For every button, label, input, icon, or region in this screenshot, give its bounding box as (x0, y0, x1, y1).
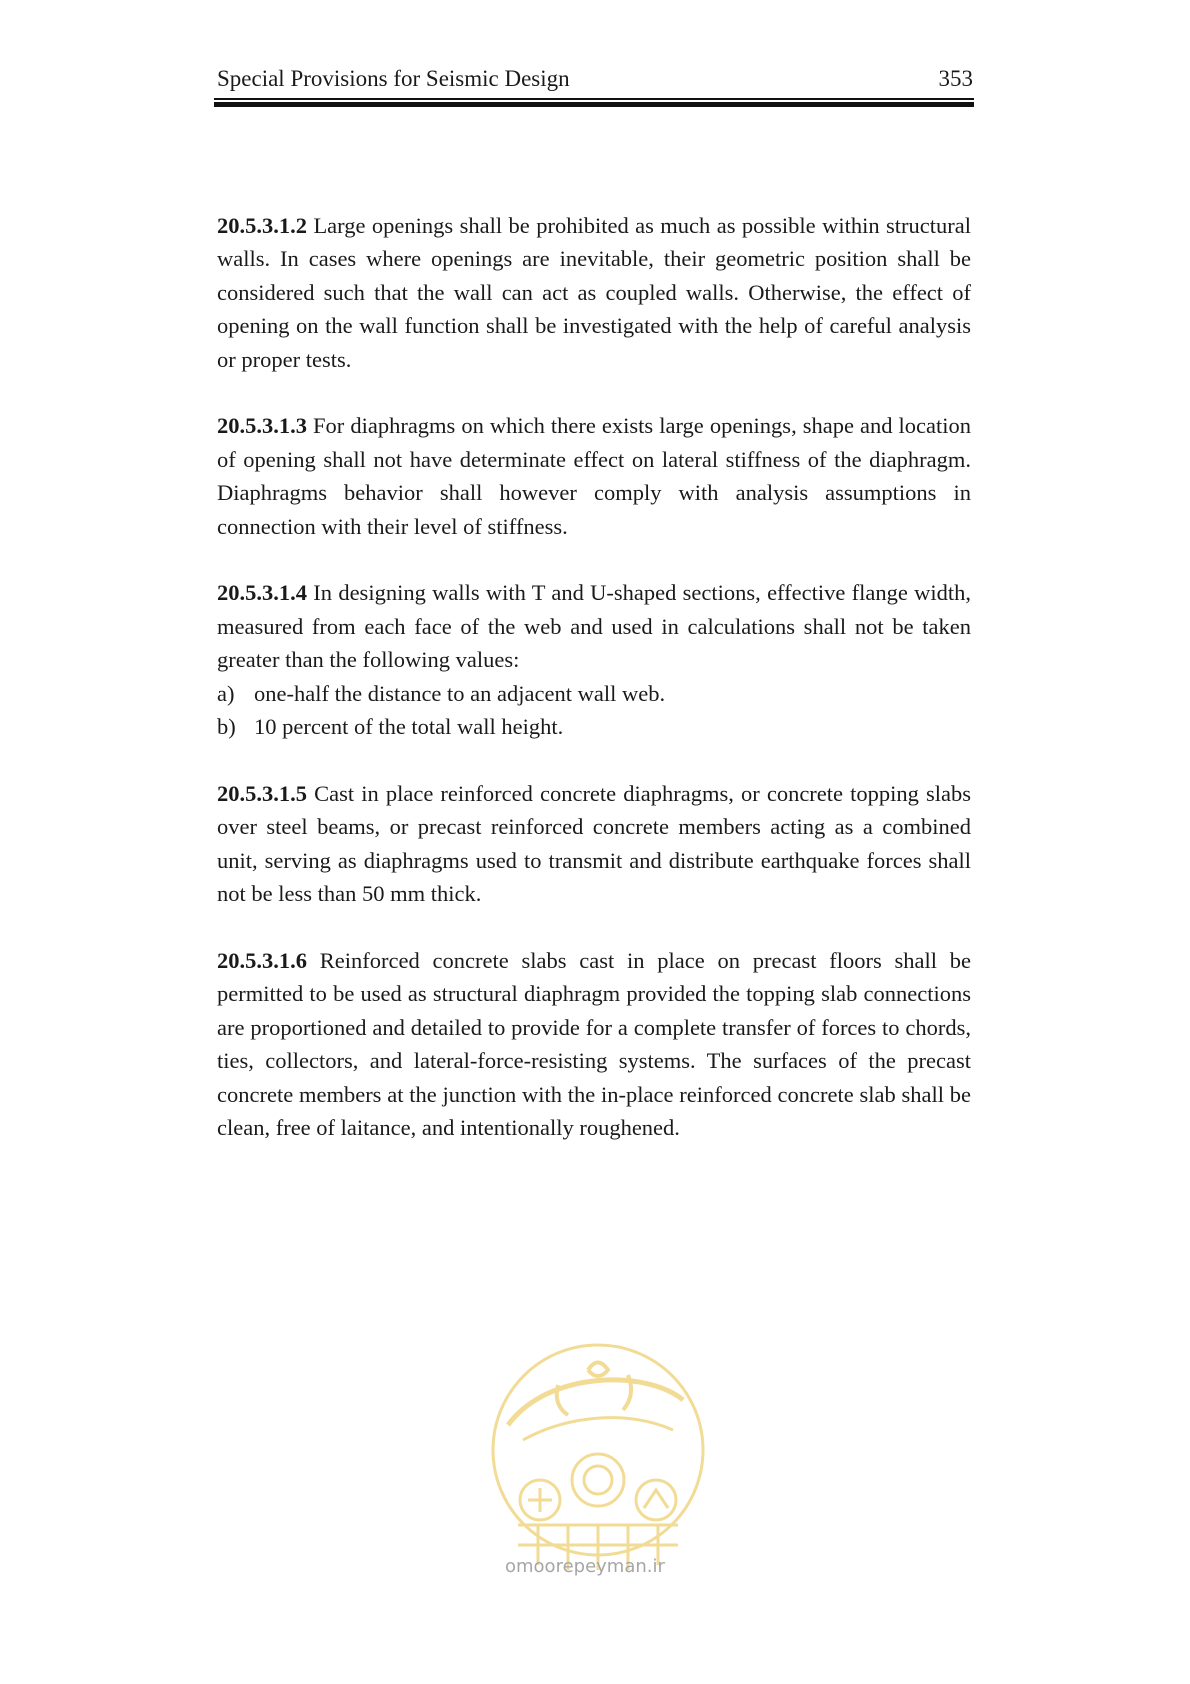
paragraph-text: In designing walls with T and U-shaped sections, effective flange width, measured from each face of the web and used in calculations shall not be taken greater than the following values: (217, 580, 972, 673)
paragraph-20-5-3-1-3 (217, 409, 971, 543)
page-header (217, 64, 973, 94)
paragraph-text: Cast in place reinforced concrete diaphragms, or concrete topping slabs over steel beams, or precast reinforced concrete members acting as a combined unit, serving as diaphragms used to transmit and distribute earthquake forces shall not be less than 50 mm thick. (217, 780, 972, 907)
paragraph-20-5-3-1-2 (217, 209, 971, 376)
paragraph-20-5-3-1-4 (217, 576, 971, 743)
list-item (217, 677, 971, 710)
body-content (217, 209, 971, 1178)
list-marker: b) (217, 714, 236, 740)
paragraph-20-5-3-1-6 (217, 944, 971, 1144)
paragraph-number: 20.5.3.1.6 (217, 947, 307, 973)
list-item (217, 710, 971, 743)
paragraph-20-5-3-1-5 (217, 777, 971, 911)
paragraph-text: For diaphragms on which there exists large openings, shape and location of opening shall not have determinate effect on lateral stiffness of the diaphragm. Diaphragms behavior shall however comply with analysis assumptions in connection with their level of stiffness. (217, 413, 972, 539)
paragraph-number: 20.5.3.1.3 (217, 413, 307, 439)
paragraph-text: Reinforced concrete slabs cast in place on precast floors shall be permitted to be used as structural diaphragm provided the topping slab connections are proportioned and detailed to provide for a complete transfer of forces to chords, ties, collectors, and lateral-force-resisting systems. The surfaces of the precast concrete members at the junction with the in-place reinforced concrete slab shall be clean, free of laitance, and intentionally roughened. (217, 947, 972, 1140)
paragraph-number: 20.5.3.1.4 (217, 580, 307, 606)
watermark-caption: omoorepeyman.ir (505, 1556, 665, 1577)
header-rule-thick (214, 102, 974, 107)
list-marker: a) (217, 680, 235, 706)
list-item-text: 10 percent of the total wall height. (254, 714, 564, 740)
header-rule-thin (214, 98, 974, 100)
list-item-text: one-half the distance to an adjacent wall web. (254, 680, 666, 706)
paragraph-number: 20.5.3.1.5 (217, 780, 307, 806)
running-title: Special Provisions for Seismic Design (217, 66, 570, 91)
page-number: 353 (938, 66, 973, 91)
paragraph-text: Large openings shall be prohibited as much as possible within structural walls. In cases where openings are inevitable, their geometric position shall be considered such that the wall can act as coupled walls. Otherwise, the effect of opening on the wall function shall be investigated with the help of careful analysis or proper tests. (217, 213, 971, 372)
paragraph-number: 20.5.3.1.2 (217, 213, 307, 238)
omoorepeyman-seal-icon (478, 1330, 718, 1590)
